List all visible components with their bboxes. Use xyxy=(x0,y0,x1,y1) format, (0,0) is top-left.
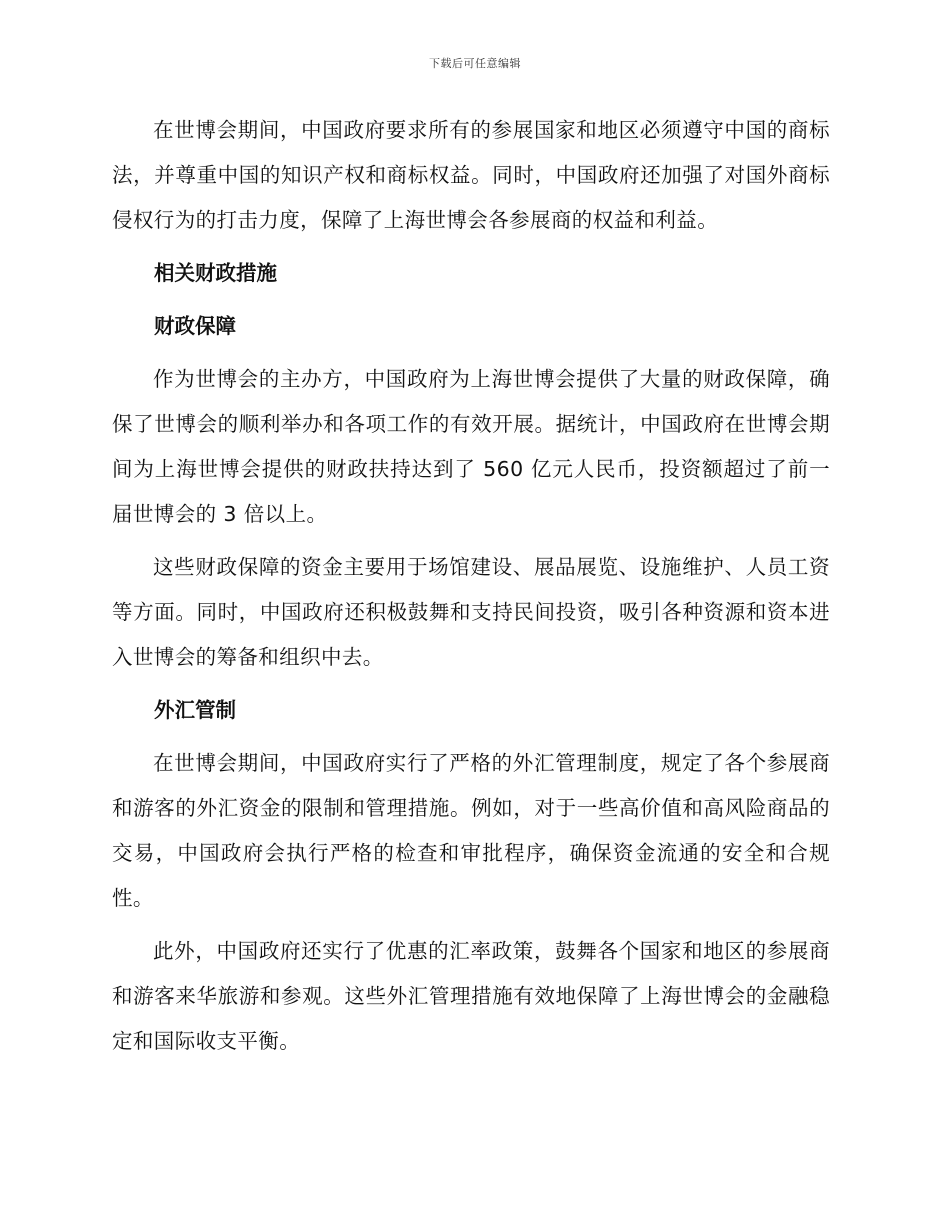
paragraph-fund-usage: 这些财政保障的资金主要用于场馆建设、展品展览、设施维护、人员工资等方面。同时，中国政府还积极鼓舞和支持民间投资，吸引各种资源和资本进入世博会的筹备和组织中去。 xyxy=(112,555,830,669)
heading-finance-measures: 相关财政措施 xyxy=(154,261,277,285)
page-header-note: 下载后可任意编辑 xyxy=(429,57,521,70)
heading-forex-control: 外汇管制 xyxy=(154,698,236,722)
heading-finance-guarantee: 财政保障 xyxy=(154,314,236,338)
document-body xyxy=(112,108,830,1064)
paragraph-exchange-rate: 此外，中国政府还实行了优惠的汇率政策，鼓舞各个国家和地区的参展商和游客来华旅游和参观。这些外汇管理措施有效地保障了上海世博会的金融稳定和国际收支平衡。 xyxy=(112,939,830,1053)
paragraph-trademark: 在世博会期间，中国政府要求所有的参展国家和地区必须遵守中国的商标法，并尊重中国的知识产权和商标权益。同时，中国政府还加强了对国外商标侵权行为的打击力度，保障了上海世博会各参展商的权益和利益。 xyxy=(112,118,830,232)
paragraph-forex-management: 在世博会期间，中国政府实行了严格的外汇管理制度，规定了各个参展商和游客的外汇资金的限制和管理措施。例如，对于一些高价值和高风险商品的交易，中国政府会执行严格的检查和审批程序，确保资金流通的安全和合规性。 xyxy=(112,751,830,910)
paragraph-finance-guarantee: 作为世博会的主办方，中国政府为上海世博会提供了大量的财政保障，确保了世博会的顺利举办和各项工作的有效开展。据统计，中国政府在世博会期间为上海世博会提供的财政扶持达到了 560 亿元人民币，投资额超过了前一届世博会的 3 倍以上。 xyxy=(112,367,830,526)
